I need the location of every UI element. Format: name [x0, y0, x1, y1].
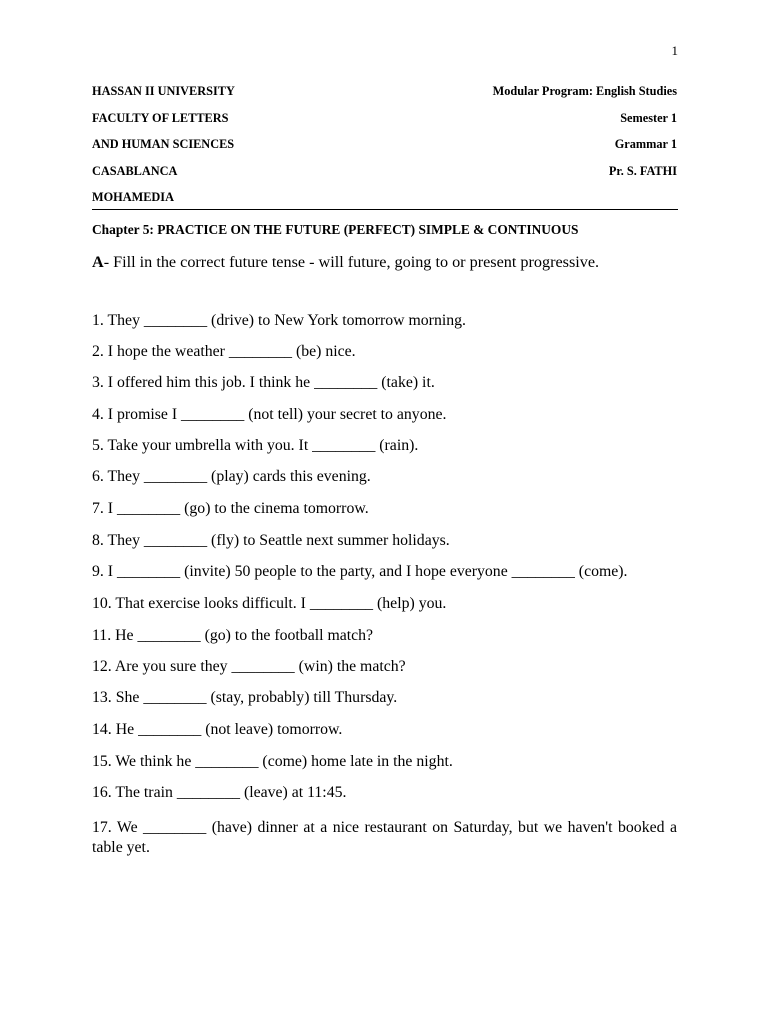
question-item: 7. I ________ (go) to the cinema tomorrow. [92, 500, 369, 517]
question-item: 8. They ________ (fly) to Seattle next summer holidays. [92, 532, 450, 549]
question-item: 5. Take your umbrella with you. It ________ (rain). [92, 437, 419, 454]
question-item: 15. We think he ________ (come) home late in the night. [92, 753, 453, 770]
instruction-text: - Fill in the correct future tense - will future, going to or present progressive. [103, 253, 600, 271]
question-item: 11. He ________ (go) to the football match? [92, 627, 374, 644]
header-row [92, 137, 677, 164]
header-divider [92, 209, 678, 210]
question-item: 9. I ________ (invite) 50 people to the party, and I hope everyone ________ (come). [92, 563, 628, 580]
header-row [92, 190, 677, 217]
question-item: 4. I promise I ________ (not tell) your secret to anyone. [92, 406, 447, 423]
header-faculty: FACULTY OF LETTERS [92, 110, 229, 125]
question-item: 12. Are you sure they ________ (win) the match? [92, 658, 406, 675]
header-row [92, 84, 677, 111]
header-row [92, 111, 677, 138]
question-item: 6. They ________ (play) cards this evening. [92, 468, 371, 485]
header-city: CASABLANCA [92, 163, 178, 178]
question-item: 3. I offered him this job. I think he ________ (take) it. [92, 374, 435, 391]
section-instruction [92, 253, 599, 272]
header-faculty-cont: AND HUMAN SCIENCES [92, 137, 235, 151]
question-item: 17. We ________ (have) dinner at a nice restaurant on Saturday, but we haven't booked a table yet. [92, 819, 677, 856]
header-program: Modular Program: English Studies [492, 84, 677, 98]
question-item: 16. The train ________ (leave) at 11:45. [92, 784, 347, 801]
header-city-2: MOHAMEDIA [92, 190, 174, 204]
question-item: 2. I hope the weather ________ (be) nice. [92, 343, 356, 360]
document-header [92, 84, 677, 217]
question-list [92, 311, 677, 858]
chapter-title: Chapter 5: PRACTICE ON THE FUTURE (PERFECT) SIMPLE & CONTINUOUS [92, 222, 579, 237]
question-item: 10. That exercise looks difficult. I ________ (help) you. [92, 595, 447, 612]
section-letter: A [92, 253, 104, 271]
question-item: 14. He ________ (not leave) tomorrow. [92, 721, 343, 738]
question-item: 13. She ________ (stay, probably) till Thursday. [92, 689, 398, 706]
page-number: 1 [671, 43, 678, 58]
header-semester: Semester 1 [620, 110, 677, 125]
header-university: HASSAN II UNIVERSITY [92, 84, 235, 98]
question-item: 1. They ________ (drive) to New York tomorrow morning. [92, 312, 466, 329]
header-row [92, 164, 677, 191]
header-course: Grammar 1 [614, 137, 677, 151]
header-professor: Pr. S. FATHI [608, 163, 677, 178]
